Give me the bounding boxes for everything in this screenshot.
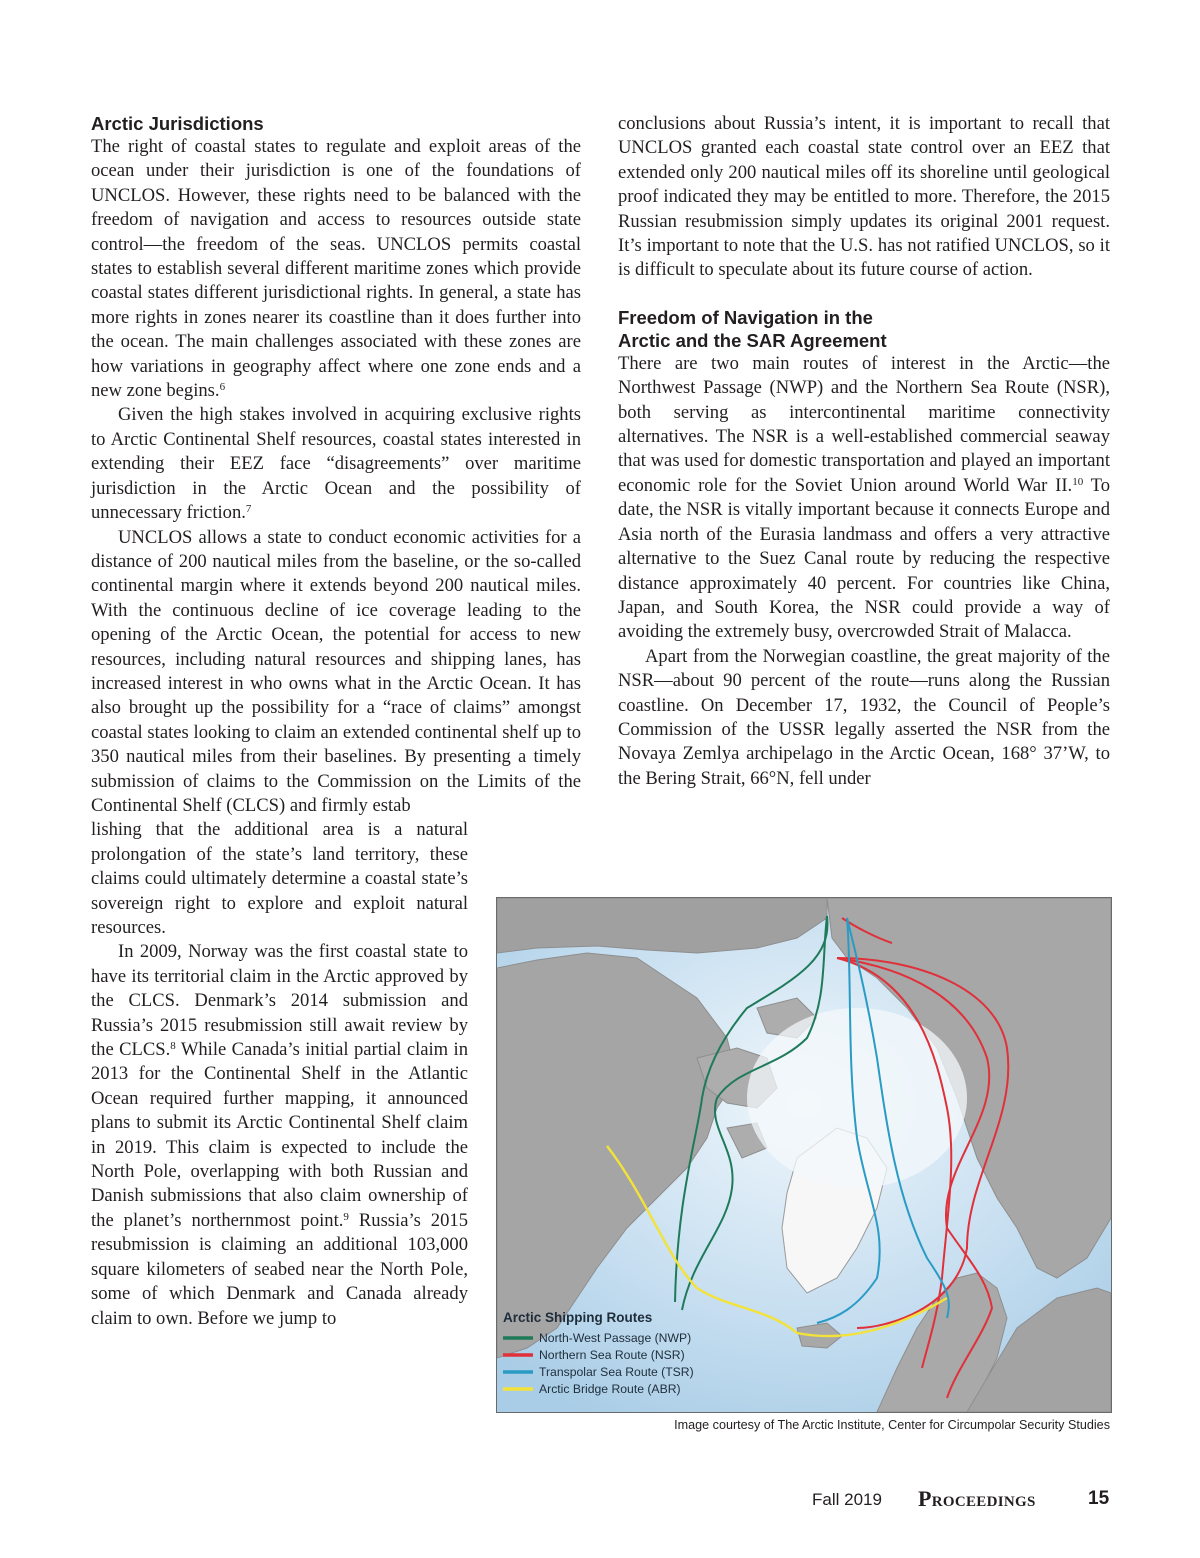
footnote-ref[interactable]: 7	[245, 503, 252, 516]
paragraph: There are two main routes of interest in the Arctic—the Northwest Passage (NWP) and the Northern Sea Route (NSR), both serving as intercontinental maritime connectivity alternatives. The NSR is a well-established commercial seaway that was used for domestic transportation and played an important economic role for the Soviet Union around World War II.$^{10}$ To date, the NSR is vitally important because it connects Europe and Asia north of the Eurasia landmass and offers a very attractive alternative to the Suez Canal route by reducing the respective distance approximately 40 percent. For countries like China, Japan, and South Korea, the NSR could provide a way of avoiding the extremely busy, overcrowded Strait of Malacca.	[618, 352, 1110, 643]
page-footer	[0, 1486, 1200, 1516]
paragraph-continued: lishing that the additional area is a natural prolongation of the state’s land territory, these claims could ultimately determine a coastal state’s sovereign right to explore and exploit natural resources.	[91, 819, 468, 938]
footnote-ref[interactable]: 10	[1072, 475, 1084, 488]
footnote-ref[interactable]: 9	[343, 1210, 349, 1223]
section-heading-arctic-jurisdictions: Arctic Jurisdictions	[91, 113, 264, 134]
footnote-ref[interactable]: 8	[170, 1040, 176, 1053]
legend-item-tsr: Transpolar Sea Route (TSR)	[539, 1365, 694, 1379]
legend-item-abr: Arctic Bridge Route (ABR)	[539, 1382, 681, 1396]
arctic-shipping-routes-map	[496, 897, 1112, 1413]
footnote-ref[interactable]: 6	[219, 381, 226, 394]
publication-name: Proceedings	[918, 1486, 1036, 1511]
paragraph: conclusions about Russia’s intent, it is important to recall that UNCLOS granted each coastal state control over an EEZ that extended only 200 nautical miles off its shoreline until geological proof indicated they may be entitled to more. Therefore, the 2015 Russian resubmission simply updates its original 2001 request. It’s important to note that the U.S. has not ratified UNCLOS, so it is difficult to speculate about its future course of action.	[618, 113, 1110, 281]
page-number: 15	[1088, 1488, 1110, 1509]
issue-date: Fall 2019	[812, 1490, 882, 1509]
paragraph: UNCLOS allows a state to conduct economic activities for a distance of 200 nautical miles from the baseline, or the so-called continental margin where it extends beyond 200 nautical miles. With the continuous decline of ice coverage leading to the opening of the Arctic Ocean, the potential for access to new resources, including natural resources and shipping lanes, has increased interest in who owns what in the Arctic Ocean. It has also brought up the possibility for a “race of claims” amongst coastal states looking to claim an extended continental shelf up to 350 nautical miles from their baselines. By presenting a timely submission of claims to the Commission on the Limits of the Continental Shelf (CLCS) and firmly estab	[91, 526, 581, 816]
paragraph: Given the high stakes involved in acquiring exclusive rights to Arctic Continental Shelf resources, coastal states interested in extending their EEZ face “disagreements” over maritime jurisdiction in the Arctic Ocean and the possibility of unnecessary friction.$^7$	[91, 404, 581, 524]
right-column	[618, 112, 1110, 791]
map-caption: Image courtesy of The Arctic Institute, Center for Circumpolar Security Studies	[674, 1418, 1110, 1432]
legend-title: Arctic Shipping Routes	[503, 1310, 653, 1325]
legend-item-nsr: Northern Sea Route (NSR)	[539, 1348, 685, 1362]
paragraph: The right of coastal states to regulate and exploit areas of the ocean under their jurisdiction is one of the foundations of UNCLOS. However, these rights need to be balanced with the freedom of navigation and access to resources outside state control—the freedom of the seas. UNCLOS permits coastal states to establish several different maritime zones which provide coastal states different jurisdictional rights. In general, a state has more rights in zones nearer its coastline than it does further into the ocean. The main challenges associated with these zones are how variations in geography affect where one zone ends and a new zone begins.$^6$	[91, 136, 581, 402]
section-heading-freedom-of-navigation: Freedom of Navigation in the Arctic and the SAR Agreement	[618, 306, 887, 351]
paragraph: Apart from the Norwegian coastline, the great majority of the NSR—about 90 percent of the route—runs along the Russian coastline. On December 17, 1932, the Council of People’s Commission of the USSR legally asserted the NSR from the Novaya Zemlya archipelago in the Arctic Ocean, 168° 37’W, to the Bering Strait, 66°N, fell under	[618, 645, 1110, 789]
legend-item-nwp: North-West Passage (NWP)	[539, 1331, 692, 1345]
polar-ice	[747, 1008, 967, 1188]
paragraph: In 2009, Norway was the first coastal state to have its territorial claim in the Arctic approved by the CLCS. Denmark’s 2014 submission and Russia’s 2015 resubmission still await review by the CLCS.$^8$ While Canada’s initial partial claim in 2013 for the Continental Shelf in the Atlantic Ocean required further mapping, it announced plans to submit its Arctic Continental Shelf claim in 2019. This claim is expected to include the North Pole, overlapping with both Russian and Danish submissions that also claim ownership of the planet’s northernmost point.$^9$ Russia’s 2015 resubmission is claiming an additional 103,000 square kilometers of seabed near the North Pole, some of which Denmark and Canada already claim to own. Before we jump to	[91, 941, 469, 1329]
